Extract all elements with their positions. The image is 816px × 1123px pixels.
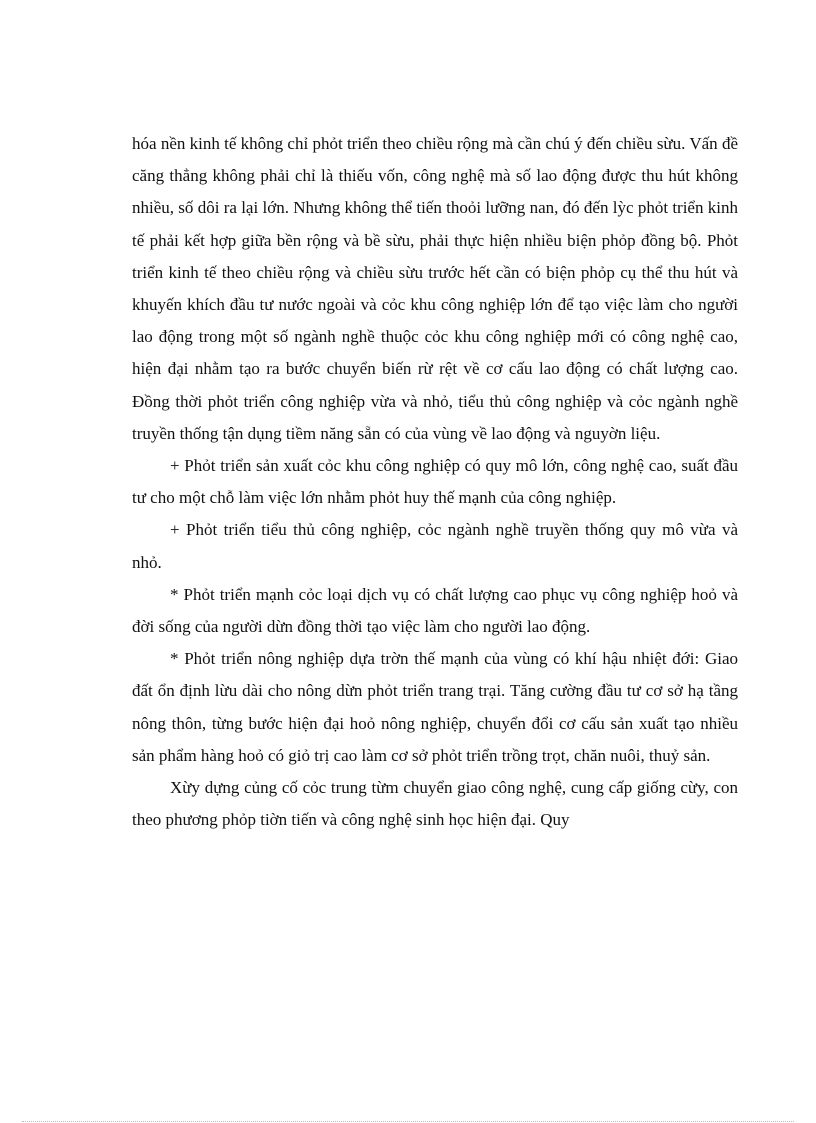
page-bottom-divider xyxy=(22,1121,794,1122)
body-paragraph-1: hóa nền kinh tế không chỉ phỏt triển theo chiều rộng mà cần chú ý đến chiều sừu. Vấn đề căng thẳng không phải chỉ là thiếu vốn, công nghệ mà số lao động được thu hút không nhiều, số dôi ra lại lớn. Nhưng không thể tiến thoỏi lưỡng nan, đó đến lỳc phỏt triển kinh tế phải kết hợp giữa bền rộng và bề sừu, phải thực hiện nhiều biện phỏp đồng bộ. Phỏt triển kinh tế theo chiều rộng và chiều sừu trước hết cần có biện phỏp cụ thể thu hút và khuyến khích đầu tư nước ngoài và cỏc khu công nghiệp lớn để tạo việc làm cho người lao động trong một số ngành nghề thuộc cỏc khu công nghiệp mới có công nghệ cao, hiện đại nhằm tạo ra bước chuyển biến rừ rệt về cơ cấu lao động có chất lượng cao. Đồng thời phỏt triển công nghiệp vừa và nhỏ, tiểu thủ công nghiệp và cỏc ngành nghề truyền thống tận dụng tiềm năng sẵn có của vùng về lao động và nguyờn liệu. xyxy=(132,134,738,443)
document-body xyxy=(132,128,738,836)
body-paragraph-3: + Phỏt triển tiểu thủ công nghiệp, cỏc ngành nghề truyền thống quy mô vừa và nhỏ. xyxy=(132,520,738,572)
body-paragraph-2: + Phỏt triển sản xuất cỏc khu công nghiệp có quy mô lớn, công nghệ cao, suất đầu tư cho một chỗ làm việc lớn nhằm phỏt huy thế mạnh của công nghiệp. xyxy=(132,456,738,508)
body-paragraph-6: Xừy dựng củng cố cỏc trung từm chuyển giao công nghệ, cung cấp giống cừy, con theo phương phỏp tiờn tiến và công nghệ sinh học hiện đại. Quy xyxy=(132,778,738,830)
body-paragraph-5: * Phỏt triển nông nghiệp dựa trờn thế mạnh của vùng có khí hậu nhiệt đới: Giao đất ổn định lừu dài cho nông dừn phỏt triển trang trại. Tăng cường đầu tư cơ sở hạ tầng nông thôn, từng bước hiện đại hoỏ nông nghiệp, chuyển đổi cơ cấu sản xuất tạo nhiều sản phẩm hàng hoỏ có giỏ trị cao làm cơ sở phỏt triển trồng trọt, chăn nuôi, thuỷ sản. xyxy=(132,649,738,765)
body-paragraph-4: * Phỏt triển mạnh cỏc loại dịch vụ có chất lượng cao phục vụ công nghiệp hoỏ và đời sống của người dừn đồng thời tạo việc làm cho người lao động. xyxy=(132,584,738,637)
